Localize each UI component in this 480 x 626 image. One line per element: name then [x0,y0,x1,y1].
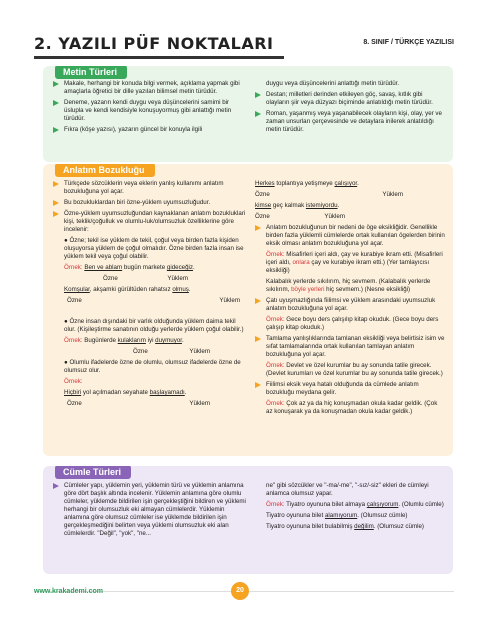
example-line: Komşular, akşamki gürültüden rahatsız olmuş. [64,286,191,293]
continued-text: duygu veya düşüncelerini anlattığı metin türüdür. [266,80,400,87]
metin-right-column [255,80,445,137]
list-item: Makale, herhangi bir konuda bilgi vermek, açıklama yapmak gibi amaçlarla öğretici bir dille yazılan bilimsel metin türüdür. [53,80,248,96]
example-line: Örnek: Tiyatro oyununa bilet almaya çalışıyorum. (Olumlu cümle) [266,501,444,508]
arrow-icon [53,127,59,133]
example-line: Herkes toplantıya yetişmeye çalışıyor. [255,180,359,187]
example-line: Örnek: Devlet ve özel kurumlar bu ay sonunda tatile girecek. (Devlet kurumları ve özel kurumlar bu ay sonunda tatile girecek.) [266,362,443,377]
title-underline [34,56,284,59]
subject-verb-labels: Özne Yüklem [133,348,210,355]
list-item: Deneme, yazarın kendi duygu veya düşüncelerini samimi bir üslupla ve kendi kendisiyle konuşuyormuş gibi anlattığı metin türüdür. [53,99,248,123]
arrow-icon [255,92,261,98]
cumle-turleri-section [43,466,453,574]
cumle-right-column [255,482,445,534]
example-line: Örnek: Misafirleri içeri aldı, çay ve kurabiye ikram etti. (Misafirleri içeri aldı, onlara çay ve kurabiye ikram etti.) (Yer tamlayıcısı eksikliği) [266,251,443,274]
metin-left-column [53,80,248,137]
rule-text: ● Özne insan dışındaki bir varlık olduğunda yüklem daima tekil olur. (Kişileştirme sanatının olduğu yerlerde yüklem çoğul olabilir.) [64,318,244,333]
list-item: Roman, yaşanmış veya yaşanabilecek olayların kişi, olay, yer ve zaman unsurları çerçevesinde ve detaylara inilerek anlatıldığı metin türüdür. [255,110,445,134]
page-title: 2. YAZILI PÜF NOKTALARI [34,34,274,53]
example-line: Hiçbiri yol açılmadan seyahate başlayamadı. [64,389,187,396]
anlatim-bozuklugu-heading: Anlatım Bozukluğu [55,164,155,177]
subject-verb-labels: Özne Yüklem [255,191,403,198]
rule-text: ● Özne; tekil ise yüklem de tekil, çoğul veya birden fazla kişiden oluşuyorsa yüklem de çoğul olmalıdır. Özne birden fazla insan ise yüklem tekil veya çoğul olabilir. [64,237,244,260]
arrow-icon [53,100,59,106]
anlatim-left-column [53,180,248,411]
subject-verb-labels: Özne Yüklem [255,213,345,220]
arrow-icon [53,200,59,206]
example-line: Kalabalık yerlerde sıkılırım, hiç sevmem. (Kalabalık yerlerde sıkılırım, böyle yerleri hiç sevmem.) (Nesne eksikliği) [266,278,431,293]
example-label: Örnek: [64,378,83,385]
list-item: Anlatım bozukluğunun bir nedeni de öge eksikliğidir. Genellikle birden fazla yüklemli cümlelerde ortak kullanılan ögelerden birinin eksik olması anlatım bozukluğuna yol açar. [255,224,445,248]
arrow-icon [255,336,261,342]
cumle-left-column [53,482,248,541]
arrow-icon [255,225,261,231]
arrow-icon [255,382,261,388]
anlatim-right-column [255,180,445,419]
example-line: Örnek: Ben ve ablam bugün markete gideceğiz. [64,264,195,271]
subject-verb-labels: Özne Yüklem [67,297,240,304]
metin-turleri-heading: Metin Türleri [55,66,127,79]
subject-verb-labels: Özne Yüklem [103,275,188,282]
arrow-icon [255,298,261,304]
arrow-icon [53,211,59,217]
list-item: Destan; milletleri derinden etkileyen göç, savaş, kıtlık gibi olayların şiir veya düzyazı biçiminde anlatıldığı metin türüdür. [255,91,445,107]
rule-text: ● Olumlu ifadelerde özne de olumlu, olumsuz ifadelerde özne de olumsuz olur. [64,359,241,374]
arrow-icon [53,181,59,187]
grade-label: 8. SINIF / TÜRKÇE YAZILISI [363,39,454,46]
footer-website-link[interactable]: www.krakademi.com [34,588,103,595]
list-item: Fıkra (köşe yazısı), yazarın güncel bir konuyla ilgili [53,126,248,134]
example-line: kimse geç kalmak istemiyordu. [255,202,340,209]
page-header [34,34,454,60]
list-item: Türkçede sözcüklerin veya eklerin yanlış kullanımı anlatım bozukluğuna yol açar. [53,180,248,196]
arrow-icon [53,81,59,87]
arrow-icon [53,483,59,489]
list-item: Tamlama yanlışlıklarında tamlanan eksikliği veya belirtisiz isim ve sıfat tamlamalarında ortak kullanılan tamlayan anlatım bozukluğuna yol açar. [255,335,445,359]
anlatim-bozuklugu-section [43,164,453,456]
cumle-turleri-heading: Cümle Türleri [55,466,131,479]
example-line: Örnek: Gece boyu ders çalışılıp kitap okuduk. (Gece boyu ders çalışıp kitap okuduk.) [266,316,439,331]
example-line: Tiyatro oyununa bilet bulabilmiş değilim. (Olumsuz cümle) [266,523,424,530]
list-item: Çatı uyuşmazlığında fiilimsi ve yüklem arasındaki uyumsuzluk anlatım bozukluğuna yol açar. [255,297,445,313]
list-item: Özne-yüklem uyumsuzluğundan kaynaklanan anlatım bozukluklari kişi, teklik/çoğulluk ve olumlu-luk/olumsuzluk özelliklerine göre incelenir: [53,210,248,234]
list-item: Cümleler yapı, yüklemin yeri, yüklemin türü ve yüklemin anlamına göre dört başlık altında incelenir. Yüklemin anlamına göre olumlu cümleler, yüklemde bildirilen işin gerçekleştiğini bildiren ve yüklemi herhangi bir olumsuzluk eki almayan cümlelerdir. Yüklemin anlamına göre olumsuz cümleler ise yüklemde bildirilen işin gerçekleşmediğini belirten veya yüklemi olumsuzluk eki alan cümlelerdir. "Değil", "yok", "ne... [53,482,248,538]
continued-text: ne" gibi sözcükler ve "-ma/-me", "-sız/-siz" ekleri de cümleyi anlamca olumsuz yapar. [266,482,429,497]
example-line: Örnek: Bugünlerde kulaklarım iyi duymuyor. [64,337,184,344]
example-line: Tiyatro oyununa bilet alamıyorum. (Olumsuz cümle) [266,512,408,519]
metin-turleri-section [43,66,453,162]
arrow-icon [255,111,261,117]
list-item: Fiilimsi eksik veya hatalı olduğunda da cümlede anlatım bozukluğu meydana gelir. [255,381,445,397]
list-item: Bu bozukluklardan biri özne-yüklem uyumsuzluğudur. [53,199,248,207]
example-line: Örnek: Çok az ya da hiç konuşmadan okula kadar geldik. (Çok az konuşarak ya da konuşmadan okula kadar geldik.) [266,400,438,415]
subject-verb-labels: Özne Yüklem [67,400,210,407]
page-number: 20 [231,582,249,600]
